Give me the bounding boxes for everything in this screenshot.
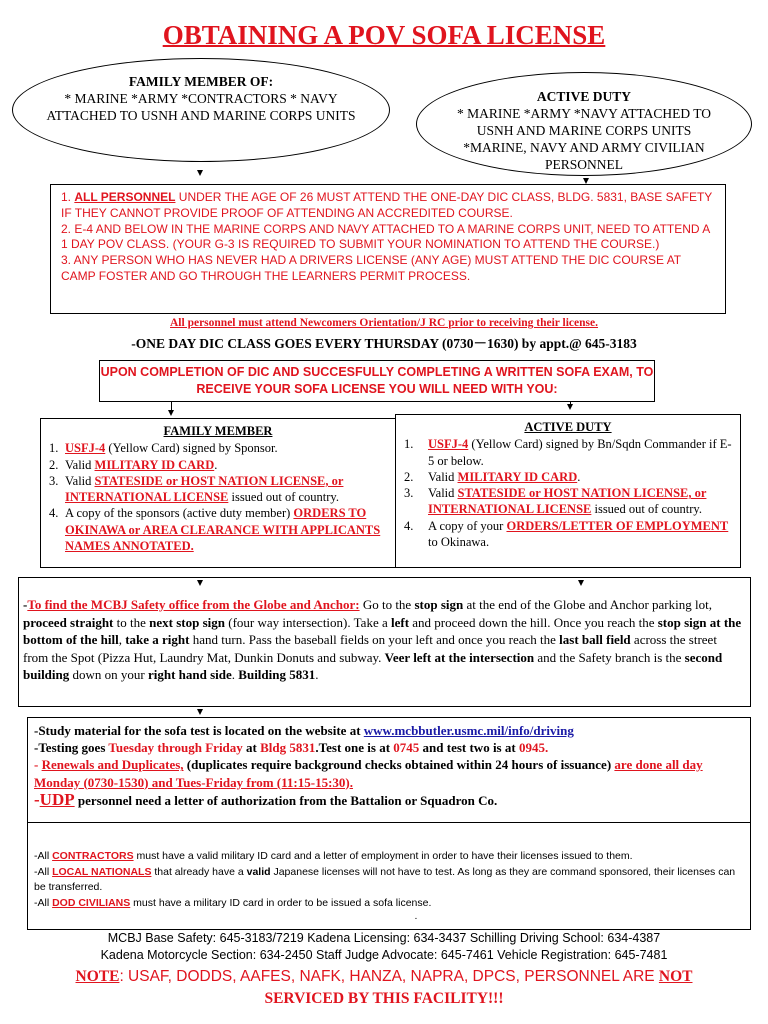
renewals-heading: Renewals and Duplicates, [41, 757, 184, 773]
directions-text: across the street from the Spot (Pizza Hut, Laundry Mat, Dunkin Donuts and subway. [23, 632, 717, 665]
family-ellipse-line2: ATTACHED TO USNH AND MARINE CORPS UNITS [46, 108, 356, 123]
testing-text: at [242, 740, 261, 756]
contact-footer [0, 930, 768, 963]
directions-text: . [231, 667, 239, 683]
item-text: A copy of the sponsors (active duty member) [65, 506, 294, 521]
note-text: must have a military ID card in order to be issued a sofa license. [130, 896, 432, 909]
directions-heading: To find the MCBJ Safety office from the Globe and Anchor: [27, 597, 360, 612]
udp-label: UDP [39, 789, 75, 809]
rule-1-number: 1. [61, 190, 75, 204]
list-item [404, 518, 732, 551]
test-one-time: 0745 [393, 740, 420, 756]
note-line2: SERVICED BY THIS FACILITY!!! [264, 990, 504, 1007]
item-number: 2. [404, 469, 414, 484]
item-emphasis: MILITARY ID CARD [457, 469, 578, 484]
item-emphasis: STATESIDE or HOST NATION LICENSE, or INTERNATIONAL LICENSE [428, 486, 707, 517]
testing-info [28, 718, 750, 822]
footer-line1: MCBJ Base Safety: 645-3183/7219 Kadena Licensing: 634-3437 Schilling Driving School: 634-4387 [107, 931, 661, 945]
testing-text: and test two is at [419, 740, 519, 756]
directions-text: . [315, 667, 319, 683]
arrow-down-icon [567, 404, 573, 410]
directions-bold: Veer left at the intersection [384, 649, 535, 665]
item-emphasis: USFJ-4 [428, 437, 469, 452]
item-number: 2. [49, 457, 59, 472]
local-nationals-note [34, 865, 744, 896]
note-label: NOTE [75, 968, 120, 985]
rule-3: 3. ANY PERSON WHO HAS NEVER HAD A DRIVERS LICENSE (ANY AGE) MUST ATTEND THE DIC COURSE AT CAMP FOSTER AND GO THROUGH THE LEARNERS PERMIT PROCESS. [61, 253, 681, 283]
item-emphasis: STATESIDE or HOST NATION LICENSE, or INTERNATIONAL LICENSE [65, 473, 344, 505]
item-text: Valid [428, 469, 458, 484]
note-text: -All [34, 850, 53, 862]
directions-text: hand turn. Pass the baseball fields on your left and once you reach the [189, 632, 560, 648]
study-line [34, 722, 744, 739]
item-emphasis: MILITARY ID CARD [94, 457, 215, 472]
testing-line [34, 739, 744, 756]
trailing-dot: . [414, 910, 418, 922]
dod-civilians-note [34, 896, 744, 912]
udp-text: personnel need a letter of authorization from the Battalion or Squadron Co. [74, 792, 498, 808]
directions-bold: next stop sign [149, 614, 225, 630]
directions-text: Go to the [359, 597, 415, 612]
footer-line2: Kadena Motorcycle Section: 634-2450 Staff Judge Advocate: 645-7461 Vehicle Registration: 645-7481 [100, 947, 668, 962]
rule-2: 2. E-4 AND BELOW IN THE MARINE CORPS AND NAVY ATTACHED TO A MARINE CORPS UNIT, NEED TO ATTEND A 1 DAY POV CLASS. (YOUR G-3 IS REQUIRED TO SUBMIT YOUR NOMINATION TO ATTEND THE COURSE.) [61, 221, 710, 252]
renewals-dash: - [34, 757, 42, 773]
directions-bold: Building 5831 [238, 667, 316, 683]
arrow-down-icon [197, 170, 203, 176]
item-text: issued out of country. [591, 502, 702, 517]
dic-class-schedule: -ONE DAY DIC CLASS GOES EVERY THURSDAY (0730－1630) by appt.@ 645-3183 [131, 336, 637, 351]
active-ellipse-line2: USNH AND MARINE CORPS UNITS [476, 123, 692, 138]
list-item [404, 485, 732, 518]
test-two-time: 0945. [518, 740, 549, 756]
list-item [49, 440, 387, 456]
item-text: . [214, 457, 218, 472]
study-website-link[interactable]: www.mcbbutler.usmc.mil/info/driving [363, 723, 574, 738]
directions-box [18, 577, 751, 707]
directions-text: down on your [69, 667, 148, 683]
item-text: (Yellow Card) signed by Sponsor. [105, 441, 278, 456]
item-number: 4. [404, 518, 414, 533]
active-reqs-heading: ACTIVE DUTY [524, 420, 612, 434]
directions-bold: right hand side [147, 667, 232, 683]
directions-bold: stop sign at the bottom of the hill [23, 614, 742, 648]
item-text: A copy of your [428, 518, 507, 533]
rule-1-text: UNDER THE AGE OF 26 MUST ATTEND THE ONE-DAY DIC CLASS, BLDG. 5831, BASE SAFETY IF THEY CANNOT PROVIDE PROOF OF ATTENDING AN ACCREDITED COURSE. [61, 190, 713, 220]
item-number: 1. [404, 437, 414, 452]
family-member-requirements [40, 418, 396, 568]
note-text: that already have a [151, 865, 247, 878]
note-block [0, 966, 768, 1010]
active-ellipse-line3: *MARINE, NAVY AND ARMY CIVILIAN [463, 140, 705, 155]
page-title: OBTAINING A POV SOFA LICENSE [162, 20, 606, 50]
list-item [49, 473, 387, 506]
family-ellipse-heading: FAMILY MEMBER OF: [128, 74, 274, 89]
newcomers-notice: All personnel must attend Newcomers Orientation/J RC prior to receiving their license. [170, 317, 598, 329]
testing-text: .Test one is at [315, 740, 394, 756]
directions-dash: - [23, 597, 28, 612]
note-text: Japanese licenses will not have to test. As long as they are command sponsored, their licenses can be transferred. [34, 865, 736, 893]
directions-bold: second building [23, 649, 723, 683]
list-item [49, 505, 387, 554]
item-emphasis: ORDERS/LETTER OF EMPLOYMENT [506, 518, 729, 533]
family-reqs-heading: FAMILY MEMBER [163, 424, 273, 438]
list-item [404, 469, 732, 485]
testing-days: Tuesday through Friday [108, 740, 243, 756]
directions-text: to the [113, 614, 150, 630]
list-item [404, 436, 732, 469]
note-text: must have a valid military ID card and a letter of employment in order to have their licenses issued to them. [133, 850, 633, 862]
note-bold: valid [246, 865, 271, 878]
note-emphasis: LOCAL NATIONALS [52, 865, 152, 878]
active-ellipse-heading: ACTIVE DUTY [536, 89, 632, 104]
item-number: 3. [49, 473, 59, 488]
arrow-down-icon [197, 709, 203, 715]
family-ellipse-line1: * MARINE *ARMY *CONTRACTORS * NAVY [64, 91, 338, 106]
note-emphasis: DOD CIVILIANS [52, 896, 131, 909]
item-text: (Yellow Card) signed by Bn/Sqdn Commander if E-5 or below. [428, 437, 732, 468]
info-box [27, 717, 751, 930]
note-text: : USAF, DODDS, AAFES, NAFK, HANZA, NAPRA, DPCS, PERSONNEL ARE [119, 968, 659, 985]
family-member-ellipse [12, 58, 390, 162]
directions-bold: last ball field [559, 632, 631, 648]
active-duty-ellipse [416, 72, 752, 176]
udp-line [34, 791, 744, 809]
directions-text: and the Safety branch is the [534, 649, 685, 665]
requirements-intro-box: UPON COMPLETION OF DIC AND SUCCESFULLY COMPLETING A WRITTEN SOFA EXAM, TO RECEIVE YOUR SOFA LICENSE YOU WILL NEED WITH YOU: [99, 360, 655, 402]
directions-text: (four way intersection). Take a [225, 614, 391, 630]
directions-bold: stop sign [414, 597, 464, 612]
testing-text: -Testing goes [34, 740, 109, 756]
directions-text: and proceed down the hill. Once you reach the [409, 614, 658, 630]
active-ellipse-line4: PERSONNEL [544, 157, 623, 172]
testing-building: Bldg 5831 [260, 740, 316, 756]
item-text: Valid [428, 486, 458, 501]
note-not: NOT [658, 968, 693, 985]
item-text: . [577, 469, 581, 484]
item-text: Valid [65, 473, 95, 488]
note-line1 [0, 966, 768, 988]
item-number: 1. [49, 441, 59, 456]
directions-bold: left [390, 614, 410, 630]
rules-box [50, 184, 726, 314]
udp-dash: - [34, 789, 40, 809]
directions-text: at the end of the Globe and Anchor parking lot, [463, 597, 712, 612]
active-duty-requirements [395, 414, 741, 568]
renewals-text: (duplicates require background checks obtained within 24 hours of issuance) [183, 757, 615, 773]
list-item [49, 457, 387, 473]
personnel-notes [28, 823, 750, 921]
active-ellipse-line1: * MARINE *ARMY *NAVY ATTACHED TO [456, 106, 712, 121]
renewals-line [34, 756, 744, 790]
directions-text: , [118, 632, 126, 648]
study-text: -Study material for the sofa test is located on the website at [34, 723, 364, 738]
renewals-hours: are done all day Monday (0730-1530) and Tues-Friday from (11:15-15:30). [34, 757, 703, 790]
item-text: issued out of country. [228, 490, 339, 505]
arrow-down-icon [168, 410, 174, 416]
rule-1 [61, 190, 715, 222]
note-text: -All [34, 865, 53, 878]
item-emphasis: USFJ-4 [65, 441, 106, 456]
item-number: 4. [49, 506, 59, 521]
item-text: to Okinawa. [428, 535, 490, 550]
rule-1-emphasis: ALL PERSONNEL [74, 190, 176, 204]
note-text: -All [34, 896, 53, 909]
directions-bold: proceed straight [23, 614, 114, 630]
directions-bold: take a right [125, 632, 190, 648]
item-emphasis: ORDERS TO OKINAWA or AREA CLEARANCE WITH APPLICANTS NAMES ANNOTATED. [65, 506, 381, 554]
note-emphasis: CONTRACTORS [52, 850, 134, 862]
item-number: 3. [404, 486, 414, 501]
item-text: Valid [65, 457, 95, 472]
contractors-note [34, 849, 744, 865]
